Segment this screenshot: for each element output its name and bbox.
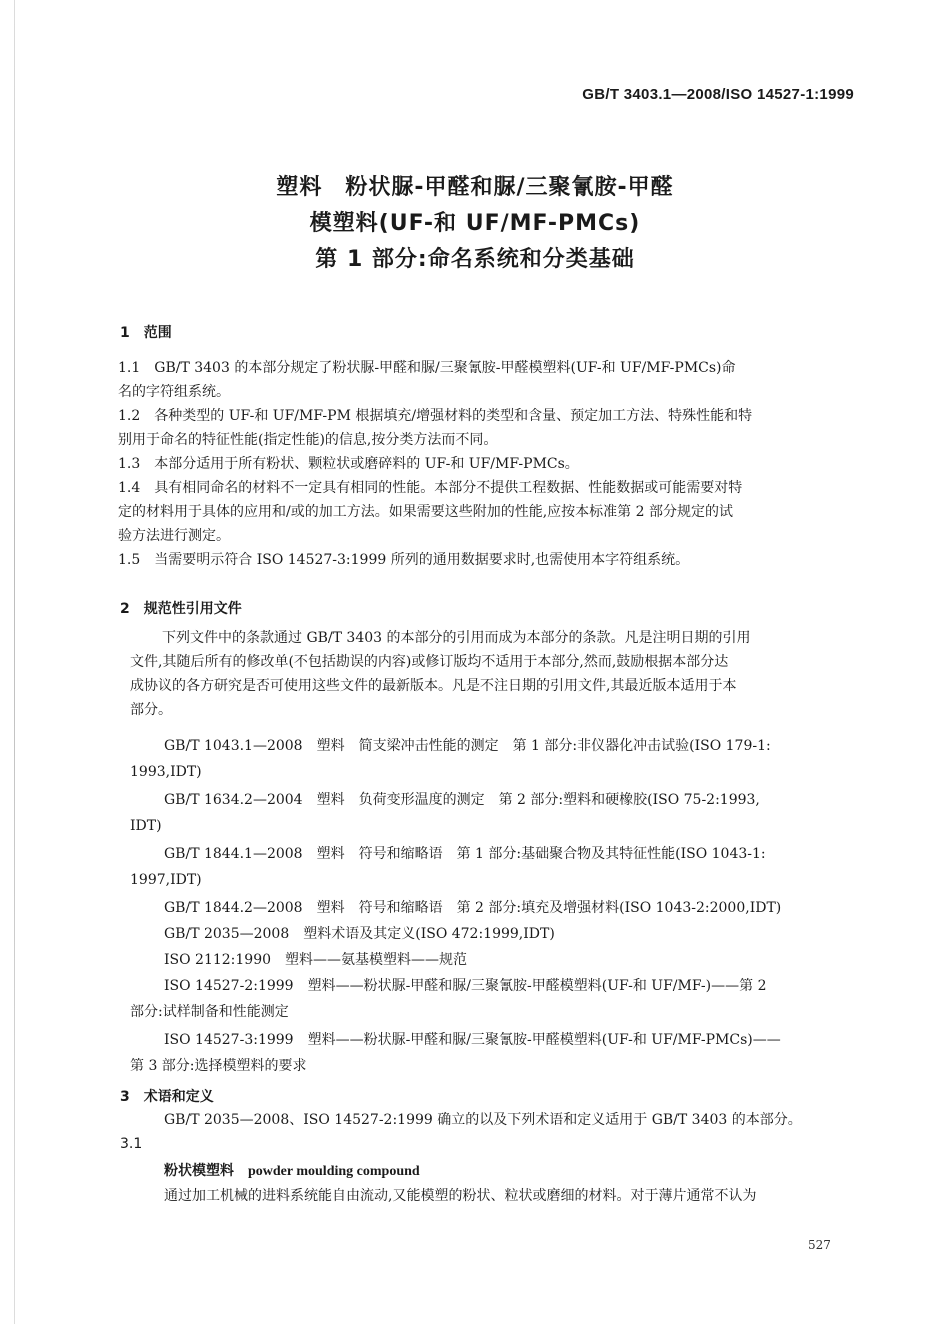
- clause-3-1-number: 3.1: [120, 1136, 143, 1152]
- clause-1-4-line-3: 验方法进行测定。: [118, 528, 230, 544]
- clause-1-1-line-2: 名的字符组系统。: [118, 384, 230, 400]
- clause-1-1-line-1: 1.1 GB/T 3403 的本部分规定了粉状脲-甲醛和脲/三聚氰胺-甲醛模塑料(UF-和 UF/MF-PMCs)命: [118, 360, 736, 376]
- standard-code: GB/T 3403.1—2008/ISO 14527-1:1999: [582, 86, 854, 103]
- clause-1-5: 1.5 当需要明示符合 ISO 14527-3:1999 所列的通用数据要求时,也需使用本字符组系统。: [118, 552, 690, 568]
- clause-1-4-line-2: 定的材料用于具体的应用和/或的加工方法。如果需要这些附加的性能,应按本标准第 2 部分规定的试: [118, 504, 733, 520]
- intro-line-2: 文件,其随后所有的修改单(不包括勘误的内容)或修订版均不适用于本部分,然而,鼓励根据本部分达: [130, 654, 729, 670]
- reference-1-line-1: GB/T 1043.1—2008 塑料 简支梁冲击性能的测定 第 1 部分:非仪器化冲击试验(ISO 179-1:: [164, 738, 771, 754]
- clause-1-3: 1.3 本部分适用于所有粉状、颗粒状或磨碎料的 UF-和 UF/MF-PMCs。: [118, 456, 579, 472]
- reference-4: GB/T 1844.2—2008 塑料 符号和缩略语 第 2 部分:填充及增强材料(ISO 1043-2:2000,IDT): [164, 900, 782, 916]
- page-number: 527: [808, 1238, 831, 1252]
- title-line-2: 模塑料(UF-和 UF/MF-PMCs): [309, 211, 641, 236]
- section-2-intro: [130, 626, 866, 722]
- term-heading: [164, 1160, 420, 1180]
- term-chinese: 粉状模塑料: [164, 1163, 234, 1179]
- reference-6: ISO 2112:1990 塑料——氨基模塑料——规范: [164, 952, 468, 968]
- reference-3-line-1: GB/T 1844.1—2008 塑料 符号和缩略语 第 1 部分:基础聚合物及其特征性能(ISO 1043-1:: [164, 846, 766, 862]
- section-2-heading: 2 规范性引用文件: [120, 601, 242, 617]
- reference-8-line-1: ISO 14527-3:1999 塑料——粉状脲-甲醛和脲/三聚氰胺-甲醛模塑料(UF-和 UF/MF-PMCs)——: [164, 1032, 781, 1048]
- term-definition: 通过加工机械的进料系统能自由流动,又能模塑的粉状、粒状或磨细的材料。对于薄片通常不认为: [164, 1188, 757, 1204]
- clause-1-2-line-2: 别用于命名的特征性能(指定性能)的信息,按分类方法而不同。: [118, 432, 498, 448]
- title-line-3: 第 1 部分:命名系统和分类基础: [315, 247, 635, 272]
- section-1-body: [118, 356, 862, 572]
- intro-line-1: 下列文件中的条款通过 GB/T 3403 的本部分的引用而成为本部分的条款。凡是注明日期的引用: [162, 630, 751, 646]
- intro-line-4: 部分。: [130, 702, 172, 718]
- term-english: powder moulding compound: [248, 1164, 420, 1179]
- title-line-1: 塑料 粉状脲-甲醛和脲/三聚氰胺-甲醛: [276, 175, 674, 200]
- clause-1-4-line-1: 1.4 具有相同命名的材料不一定具有相同的性能。本部分不提供工程数据、性能数据或可能需要对特: [118, 480, 743, 496]
- reference-8-line-2: 第 3 部分:选择模塑料的要求: [130, 1058, 307, 1074]
- reference-1-line-2: 1993,IDT): [130, 764, 202, 780]
- section-1-heading: 1 范围: [120, 325, 172, 341]
- reference-7-line-1: ISO 14527-2:1999 塑料——粉状脲-甲醛和脲/三聚氰胺-甲醛模塑料(UF-和 UF/MF-)——第 2: [164, 978, 767, 994]
- reference-3-line-2: 1997,IDT): [130, 872, 202, 888]
- section-3-intro: GB/T 2035—2008、ISO 14527-2:1999 确立的以及下列术语和定义适用于 GB/T 3403 的本部分。: [164, 1112, 802, 1128]
- reference-7-line-2: 部分:试样制备和性能测定: [130, 1004, 289, 1020]
- reference-5: GB/T 2035—2008 塑料术语及其定义(ISO 472:1999,IDT): [164, 926, 555, 942]
- reference-2-line-2: IDT): [130, 818, 162, 834]
- clause-1-2-line-1: 1.2 各种类型的 UF-和 UF/MF-PM 根据填充/增强材料的类型和含量、预定加工方法、特殊性能和特: [118, 408, 753, 424]
- intro-line-3: 成协议的各方研究是否可使用这些文件的最新版本。凡是不注日期的引用文件,其最近版本适用于本: [130, 678, 737, 694]
- section-3-heading: 3 术语和定义: [120, 1089, 214, 1105]
- reference-2-line-1: GB/T 1634.2—2004 塑料 负荷变形温度的测定 第 2 部分:塑料和硬橡胶(ISO 75-2:1993,: [164, 792, 760, 808]
